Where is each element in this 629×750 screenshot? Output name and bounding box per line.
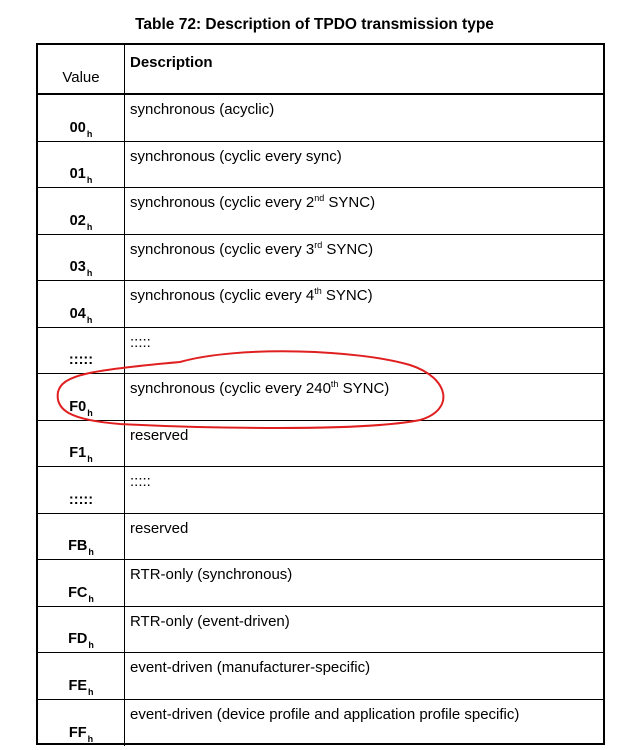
table-row (38, 700, 603, 747)
row-description: synchronous (cyclic every 2nd SYNC) (130, 193, 376, 211)
row-description: reserved (130, 426, 189, 444)
row-value: FF h (38, 700, 125, 747)
row-value: 00 h (38, 95, 125, 141)
table-row (38, 142, 603, 189)
header-value: Value (38, 45, 125, 93)
row-value: 03 h (38, 235, 125, 281)
table-row (38, 607, 603, 654)
row-value: FC h (38, 560, 125, 606)
table-row (38, 560, 603, 607)
table-row (38, 421, 603, 468)
row-value: FB h (38, 514, 125, 560)
row-description: event-driven (device profile and application profile specific) (130, 705, 520, 723)
row-value: 02 h (38, 188, 125, 234)
header-description: Description (130, 54, 213, 71)
row-value: F0 h (38, 374, 125, 420)
table-row (38, 328, 603, 375)
row-value: F1 h (38, 421, 125, 467)
table-row (38, 467, 603, 514)
row-description: ::::: (130, 333, 151, 351)
table-caption: Table 72: Description of TPDO transmission type (135, 16, 494, 33)
row-description: synchronous (cyclic every 3rd SYNC) (130, 239, 374, 258)
row-description: RTR-only (synchronous) (130, 566, 293, 583)
table-row (38, 281, 603, 328)
row-value: 01 h (38, 142, 125, 188)
row-description: synchronous (cyclic every 4th SYNC) (130, 286, 373, 304)
row-value: FD h (38, 607, 125, 653)
table-row (38, 235, 603, 282)
row-description: event-driven (manufacturer-specific) (130, 659, 371, 676)
table-row (38, 653, 603, 700)
table-row (38, 188, 603, 235)
tpdo-transmission-table (36, 43, 605, 745)
row-value: ::::: (38, 467, 125, 513)
table-row (38, 514, 603, 561)
row-description: synchronous (cyclic every 240th SYNC) (130, 379, 390, 397)
row-value: FE h (38, 653, 125, 699)
row-description: synchronous (acyclic) (130, 101, 275, 118)
row-value: 04 h (38, 281, 125, 327)
row-description: reserved (130, 519, 189, 537)
row-description: RTR-only (event-driven) (130, 612, 290, 630)
table-header-row (38, 45, 603, 95)
row-description: ::::: (130, 473, 151, 490)
row-value: ::::: (38, 328, 125, 374)
row-description: synchronous (cyclic every sync) (130, 147, 342, 165)
table-row-highlighted (38, 374, 603, 421)
table-row (38, 95, 603, 142)
